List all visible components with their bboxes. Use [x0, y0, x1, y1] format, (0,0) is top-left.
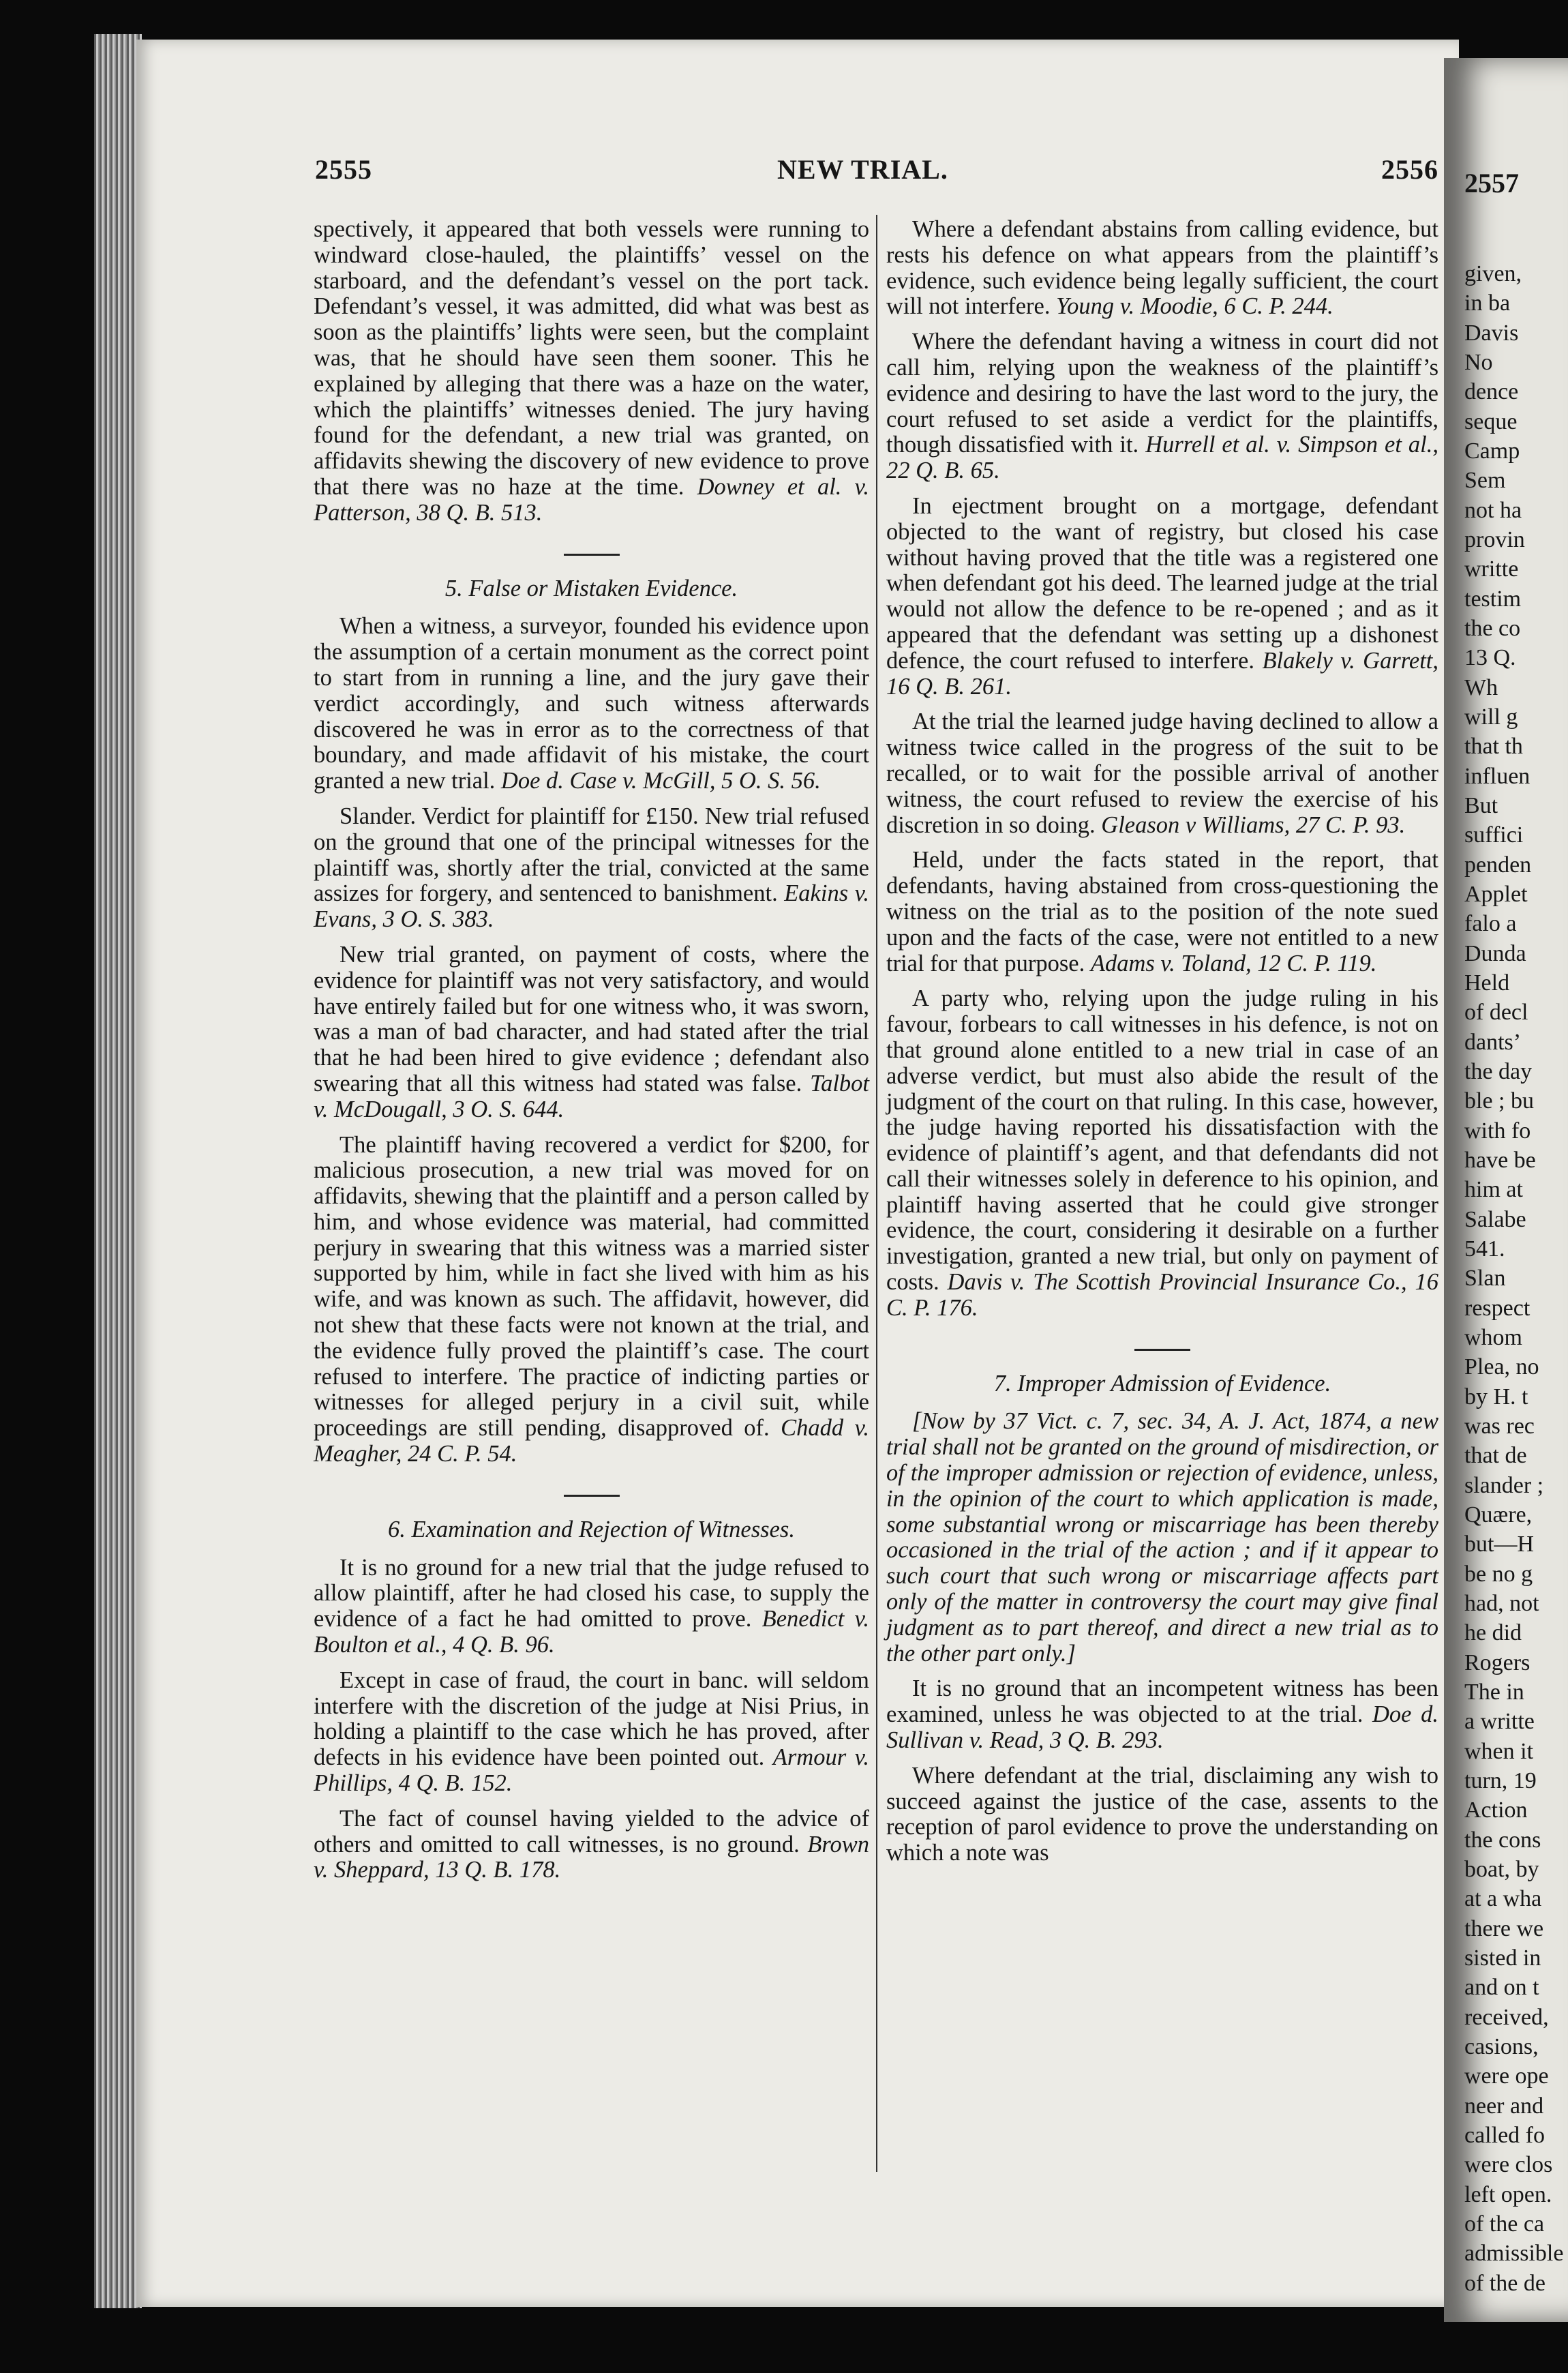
next-page-line: respect [1464, 1295, 1531, 1321]
next-page-line: casions, [1464, 2034, 1539, 2059]
next-page-line: Camp [1464, 438, 1520, 464]
paragraph-text: A party who, relying upon the judge ruling in his favour, forbears to call witnesses in his defence, is not on that ground alone entitled to a new trial in case of an adverse verdict, but must also abide the result of the judgment of the court on that ruling. In this case, however, the judge having reported his dissatisfaction with the evidence of plaintiff’s agent, and that defendants did not call their witnesses solely in deference to his opinion, and plaintiff having asserted that he could give stronger evidence, the court, considering it desirable on a further investigation, granted a new trial, but only on payment of costs. [886, 985, 1438, 1296]
next-page-line: him at [1464, 1177, 1523, 1203]
paragraph-text: spectively, it appeared that both vessels were running to windward close-hauled, the plaintiffs’ vessel on the starboard, and the defendant’s vessel on the port tack. Defendant’s vessel, it was admitted, did what was best as soon as the plaintiffs’ lights were seen, but the complaint was, that he should have seen them sooner. This he explained by alleging that there was a haze on the water, which the plaintiffs’ witnesses denied. The jury having found for the defendant, a new trial was granted, on affidavits shewing the discovery of new evidence to prove that there was no haze at the time. [314, 216, 869, 500]
page-edges [94, 34, 142, 2308]
paragraph-text: The fact of counsel having yielded to the advice of others and omitted to call witnesses, is no ground. [314, 1805, 869, 1857]
next-page-line: Salabe [1464, 1206, 1526, 1232]
next-page-line: that th [1464, 734, 1523, 760]
paragraph-text: Slander. Verdict for plaintiff for £150. New trial refused on the ground that one of the principal witnesses for the plaintiff was, shortly after the trial, convicted at the same assizes for forgery, and sentenced to banishment. [314, 803, 869, 907]
statute-note: [Now by 37 Vict. c. 7, sec. 34, A. J. Act, 1874, a new trial shall not be granted on the ground of misdirection, or of the improper admission or rejection of evidence, unless, in the opinion of the court to which application is made, some substantial wrong or miscarriage has been thereby occasioned in the trial of the action ; and if it appear to such court that such wrong or miscarriage affects part only of the matter in controversy the court may give final judgment as to part thereof, and direct a new trial as to the other part only.] [886, 1408, 1438, 1667]
paragraph [314, 1555, 869, 1658]
next-page-line: testim [1464, 586, 1522, 612]
next-page-line: boat, by [1464, 1857, 1539, 1882]
next-page-line: in ba [1464, 290, 1511, 316]
case-citation: Eakins v. Evans, 3 O. S. 383. [314, 880, 869, 933]
next-page-line: a writte [1464, 1709, 1535, 1735]
section-heading: 7. Improper Admission of Evidence. [993, 1370, 1331, 1397]
case-citation: Blakely v. Garrett, 16 Q. B. 261. [886, 647, 1438, 700]
case-citation: Young v. Moodie, 6 C. P. 244. [1056, 293, 1333, 320]
next-page-line: the day [1464, 1059, 1533, 1084]
next-page-number: 2557 [1464, 168, 1519, 198]
case-citation: Chadd v. Meagher, 24 C. P. 54. [314, 1415, 869, 1467]
next-page-line: he did [1464, 1620, 1522, 1646]
next-page-line: ble ; bu [1464, 1088, 1534, 1114]
next-page-line: slander ; [1464, 1472, 1544, 1498]
next-page-line: 541. [1464, 1236, 1505, 1262]
paragraph-text: At the trial the learned judge having declined to allow a witness twice called in the progress of the suit to be recalled, or to wait for the possible arrival of another witness, the court refused to review the exercise of his discretion in so doing. [886, 708, 1438, 838]
case-citation: Doe d. Sullivan v. Read, 3 Q. B. 293. [886, 1701, 1439, 1754]
section-rule [564, 554, 620, 556]
next-page-line: Plea, no [1464, 1354, 1539, 1380]
next-page-line: penden [1464, 852, 1532, 878]
paragraph [314, 217, 869, 526]
paragraph-text: It is no ground that an incompetent witness has been examined, unless he was objected to at the trial. [886, 1675, 1438, 1728]
next-page-line: Held [1464, 970, 1510, 996]
paragraph [886, 1763, 1438, 1866]
right-column [886, 217, 1438, 1876]
next-page-line: with fo [1464, 1118, 1531, 1144]
paragraph-text: Where the defendant having a witness in court did not call him, relying upon the weakness of the plaintiff’s evidence and desiring to have the last word to the jury, the court refused to set aside a verdict for the plaintiffs, though dissatisfied with it. [886, 329, 1438, 458]
left-column [314, 217, 869, 1893]
next-page-line: but—H [1464, 1532, 1534, 1557]
case-citation: Gleason v Williams, 27 C. P. 93. [1101, 811, 1406, 838]
paragraph [886, 709, 1438, 838]
next-page-line: suffici [1464, 822, 1524, 848]
next-page-line: Applet [1464, 882, 1528, 907]
next-page-line: were ope [1464, 2063, 1549, 2089]
next-page-line: Wh [1464, 674, 1498, 700]
next-page-line: was rec [1464, 1414, 1535, 1439]
next-page-line: at a wha [1464, 1886, 1542, 1912]
paragraph-text: Held, under the facts stated in the report, that defendants, having abstained from cross-questioning the witness on the trial as to the position of the note sued upon and the facts of the case, were not entitled to a new trial for that purpose. [886, 847, 1438, 976]
next-page-line: by H. t [1464, 1384, 1528, 1409]
paragraph [314, 614, 869, 794]
next-page-line: Davis [1464, 320, 1519, 346]
next-page-line: Quære, [1464, 1502, 1533, 1527]
next-page-line: turn, 19 [1464, 1768, 1537, 1793]
next-page-line: called fo [1464, 2123, 1545, 2148]
next-page-line: sisted in [1464, 1945, 1541, 1971]
case-citation: Downey et al. v. Patterson, 38 Q. B. 513. [314, 473, 869, 526]
next-page-strip [1444, 58, 1568, 2322]
next-page-line: neer and [1464, 2093, 1544, 2119]
paragraph [314, 1668, 869, 1797]
next-page-line: But [1464, 793, 1498, 818]
paragraph [314, 804, 869, 933]
section-rule [564, 1495, 620, 1497]
paragraph-text: Where defendant at the trial, disclaiming any wish to succeed against the justice of the case, assents to the reception of parol evidence to prove the understanding on which a note was [886, 1762, 1438, 1866]
next-page-line: the co [1464, 616, 1521, 641]
paragraph [886, 217, 1438, 320]
section-heading: 6. Examination and Rejection of Witnesses. [388, 1516, 795, 1542]
next-page-line: seque [1464, 408, 1518, 434]
paragraph-text: It is no ground for a new trial that the judge refused to allow plaintiff, after he had closed his case, to supply the evidence of a fact he had omitted to prove. [314, 1554, 869, 1632]
next-page-line: 13 Q. [1464, 645, 1516, 671]
next-page-line: be no g [1464, 1561, 1533, 1587]
next-page-line: given, [1464, 261, 1522, 286]
running-title: NEW TRIAL. [777, 154, 948, 185]
next-page-line: there we [1464, 1915, 1544, 1941]
paragraph [886, 1676, 1438, 1753]
next-page-line: of decl [1464, 1000, 1528, 1026]
case-citation: Benedict v. Boulton et al., 4 Q. B. 96. [314, 1606, 869, 1658]
next-page-line: received, [1464, 2004, 1549, 2030]
next-page-line: were clos [1464, 2152, 1553, 2178]
next-page-line: The in [1464, 1680, 1524, 1705]
paragraph-text: Where a defendant abstains from calling evidence, but rests his defence on what appears from the plaintiff’s evidence, such evidence being legally sufficient, the court will not interfere. [886, 216, 1438, 320]
next-page-line: writte [1464, 556, 1519, 582]
next-page-line: left open. [1464, 2181, 1552, 2207]
paragraph-text: In ejectment brought on a mortgage, defendant objected to the want of registry, but closed his case without having proved that the title was a registered one when defendant got his deed. The learned judge at the trial would not allow the defence to be re-opened ; and as it appeared that the defendant was setting up a dishonest defence, the court refused to interfere. [886, 492, 1438, 674]
next-page-line: Dunda [1464, 940, 1526, 966]
column-divider [876, 215, 877, 2172]
next-page-line: No [1464, 350, 1493, 375]
case-citation: Armour v. Phillips, 4 Q. B. 152. [314, 1744, 869, 1797]
paragraph [314, 942, 869, 1123]
next-page-line: had, not [1464, 1591, 1539, 1616]
paragraph [886, 986, 1438, 1321]
next-page-line: Action [1464, 1797, 1528, 1823]
next-page-line: dence [1464, 379, 1519, 405]
next-page-line: not ha [1464, 497, 1522, 523]
page-number-right: 2556 [1381, 154, 1438, 185]
paragraph-text: Except in case of fraud, the court in banc. will seldom interfere with the discretion of the judge at Nisi Prius, in holding a plaintiff to the case which he has proved, after defects in his evidence have been pointed out. [314, 1667, 869, 1771]
next-page-line: falo a [1464, 911, 1517, 937]
next-page-line: provin [1464, 527, 1525, 552]
paragraph [314, 1806, 869, 1883]
next-page-line: influen [1464, 763, 1531, 789]
next-page-line: of the de [1464, 2270, 1546, 2296]
paragraph [886, 329, 1438, 484]
paragraph [314, 1133, 869, 1467]
next-page-line: Slan [1464, 1266, 1506, 1292]
case-citation: Davis v. The Scottish Provincial Insurance Co., 16 C. P. 176. [886, 1269, 1438, 1321]
next-page-line: will g [1464, 704, 1518, 730]
case-citation: Talbot v. McDougall, 3 O. S. 644. [314, 1070, 870, 1122]
next-page-line: whom [1464, 1325, 1522, 1350]
next-page-line: and on t [1464, 1975, 1539, 2001]
next-page-line: have be [1464, 1148, 1536, 1173]
section-rule [1134, 1349, 1190, 1351]
next-page-line: when it [1464, 1738, 1534, 1764]
case-citation: Doe d. Case v. McGill, 5 O. S. 56. [500, 768, 821, 794]
case-citation: Adams v. Toland, 12 C. P. 119. [1090, 950, 1377, 976]
paragraph [886, 848, 1438, 976]
next-page-line: of the ca [1464, 2211, 1545, 2237]
paragraph [886, 494, 1438, 700]
paragraph-text: New trial granted, on payment of costs, where the evidence for plaintiff was not very satisfactory, and would have entirely failed but for one witness who, it was sworn, was a man of bad character, and had stated after the trial that he had been hired to give evidence ; defendant also swearing that all this witness had stated was false. [314, 941, 869, 1096]
next-page-line: Sem [1464, 468, 1506, 494]
case-citation: Hurrell et al. v. Simpson et al., 22 Q. B. 65. [886, 432, 1439, 484]
page-number-left: 2555 [315, 154, 372, 185]
paragraph-text: The plaintiff having recovered a verdict for $200, for malicious prosecution, a new trial was moved for on affidavits, shewing that the plaintiff and a person called by him, and whose evidence was material, had committed perjury in swearing that this witness was a married sister supported by him, while in fact she lived with him as his wife, and was known as such. The affidavit, however, did not shew that these facts were not known at the trial, and the evidence fully proved the plaintiff’s case. The court refused to interfere. The practice of indicting parties or witnesses for alleged perjury in a civil suit, while proceedings are still pending, disapproved of. [314, 1131, 869, 1442]
section-heading: 5. False or Mistaken Evidence. [444, 575, 738, 601]
next-page-line: Rogers [1464, 1650, 1531, 1675]
paragraph-text: When a witness, a surveyor, founded his evidence upon the assumption of a certain monument as the correct point to start from in running a line, and the jury gave their verdict accordingly, and such witness afterwards discovered he was in error as to the correctness of that boundary, and made affidavit of his mistake, the court granted a new trial. [314, 613, 869, 794]
next-page-line: that de [1464, 1443, 1527, 1469]
case-citation: Brown v. Sheppard, 13 Q. B. 178. [314, 1831, 869, 1883]
next-page-line: admissible [1464, 2241, 1564, 2267]
next-page-line: the cons [1464, 1827, 1541, 1853]
next-page-line: dants’ [1464, 1029, 1522, 1055]
